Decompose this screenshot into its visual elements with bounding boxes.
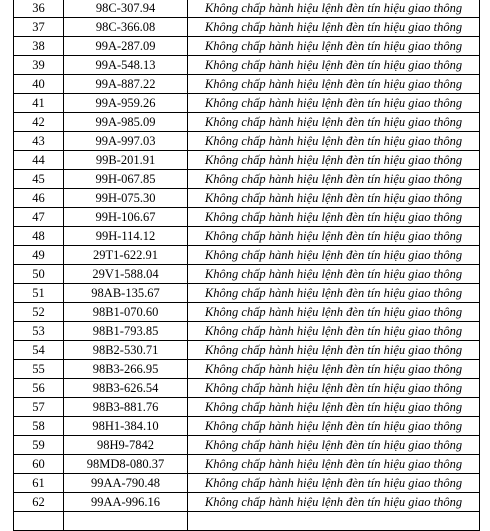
- table-row: [14, 398, 480, 417]
- violation-cell: Không chấp hành hiệu lệnh đèn tín hiệu giao thông: [188, 37, 480, 56]
- license-plate-cell: 99H-106.67: [64, 208, 188, 227]
- license-plate-cell: 29T1-622.91: [64, 246, 188, 265]
- row-number-cell: 61: [14, 474, 64, 493]
- license-plate-cell: 99H-067.85: [64, 170, 188, 189]
- license-plate-cell: 99AA-790.48: [64, 474, 188, 493]
- license-plate-cell: 99B-201.91: [64, 151, 188, 170]
- license-plate-cell: 29V1-588.04: [64, 265, 188, 284]
- table-row: [14, 265, 480, 284]
- violation-cell: Không chấp hành hiệu lệnh đèn tín hiệu giao thông: [188, 18, 480, 37]
- table-row: [14, 455, 480, 474]
- violation-cell: Không chấp hành hiệu lệnh đèn tín hiệu giao thông: [188, 398, 480, 417]
- violation-cell: Không chấp hành hiệu lệnh đèn tín hiệu giao thông: [188, 284, 480, 303]
- violation-cell: Không chấp hành hiệu lệnh đèn tín hiệu giao thông: [188, 113, 480, 132]
- table-row: [14, 341, 480, 360]
- table-row: [14, 189, 480, 208]
- table-row: [14, 284, 480, 303]
- license-plate-cell: 98B3-626.54: [64, 379, 188, 398]
- violation-cell: Không chấp hành hiệu lệnh đèn tín hiệu giao thông: [188, 436, 480, 455]
- table-row: [14, 322, 480, 341]
- row-number-cell: [14, 512, 64, 531]
- violation-cell: Không chấp hành hiệu lệnh đèn tín hiệu giao thông: [188, 94, 480, 113]
- table-row: [14, 436, 480, 455]
- license-plate-cell: 99H-114.12: [64, 227, 188, 246]
- row-number-cell: 40: [14, 75, 64, 94]
- table-row: [14, 208, 480, 227]
- row-number-cell: 50: [14, 265, 64, 284]
- violation-cell: Không chấp hành hiệu lệnh đèn tín hiệu giao thông: [188, 303, 480, 322]
- row-number-cell: 59: [14, 436, 64, 455]
- row-number-cell: 42: [14, 113, 64, 132]
- table-row: [14, 493, 480, 512]
- license-plate-cell: 99A-985.09: [64, 113, 188, 132]
- license-plate-cell: 98AB-135.67: [64, 284, 188, 303]
- violation-cell: Không chấp hành hiệu lệnh đèn tín hiệu giao thông: [188, 493, 480, 512]
- row-number-cell: 49: [14, 246, 64, 265]
- violation-cell: Không chấp hành hiệu lệnh đèn tín hiệu giao thông: [188, 322, 480, 341]
- violation-cell: Không chấp hành hiệu lệnh đèn tín hiệu giao thông: [188, 170, 480, 189]
- violation-cell: Không chấp hành hiệu lệnh đèn tín hiệu giao thông: [188, 189, 480, 208]
- row-number-cell: 46: [14, 189, 64, 208]
- table-row: [14, 379, 480, 398]
- table-row: [14, 75, 480, 94]
- violation-cell: Không chấp hành hiệu lệnh đèn tín hiệu giao thông: [188, 132, 480, 151]
- violation-cell: Không chấp hành hiệu lệnh đèn tín hiệu giao thông: [188, 379, 480, 398]
- row-number-cell: 60: [14, 455, 64, 474]
- license-plate-cell: 98H1-384.10: [64, 417, 188, 436]
- row-number-cell: 53: [14, 322, 64, 341]
- row-number-cell: 44: [14, 151, 64, 170]
- row-number-cell: 52: [14, 303, 64, 322]
- license-plate-cell: 99A-997.03: [64, 132, 188, 151]
- table-row: [14, 94, 480, 113]
- row-number-cell: 39: [14, 56, 64, 75]
- violation-cell: Không chấp hành hiệu lệnh đèn tín hiệu giao thông: [188, 208, 480, 227]
- table-row: [14, 474, 480, 493]
- row-number-cell: 47: [14, 208, 64, 227]
- license-plate-cell: 99A-959.26: [64, 94, 188, 113]
- violation-cell: Không chấp hành hiệu lệnh đèn tín hiệu giao thông: [188, 0, 480, 18]
- row-number-cell: 51: [14, 284, 64, 303]
- license-plate-cell: 99A-887.22: [64, 75, 188, 94]
- violation-cell: Không chấp hành hiệu lệnh đèn tín hiệu giao thông: [188, 246, 480, 265]
- table-row: [14, 56, 480, 75]
- table-row: [14, 132, 480, 151]
- table-row: [14, 18, 480, 37]
- row-number-cell: 38: [14, 37, 64, 56]
- table-row: [14, 0, 480, 18]
- violations-table-body: [14, 0, 480, 531]
- violation-cell: Không chấp hành hiệu lệnh đèn tín hiệu giao thông: [188, 75, 480, 94]
- table-row: [14, 512, 480, 531]
- violations-table: [13, 0, 480, 531]
- license-plate-cell: [64, 512, 188, 531]
- violation-cell: Không chấp hành hiệu lệnh đèn tín hiệu giao thông: [188, 455, 480, 474]
- license-plate-cell: 98B1-070.60: [64, 303, 188, 322]
- license-plate-cell: 98B1-793.85: [64, 322, 188, 341]
- violation-cell: Không chấp hành hiệu lệnh đèn tín hiệu giao thông: [188, 341, 480, 360]
- row-number-cell: 55: [14, 360, 64, 379]
- license-plate-cell: 98H9-7842: [64, 436, 188, 455]
- license-plate-cell: 98C-307.94: [64, 0, 188, 18]
- table-row: [14, 303, 480, 322]
- table-row: [14, 170, 480, 189]
- license-plate-cell: 98B2-530.71: [64, 341, 188, 360]
- violation-cell: Không chấp hành hiệu lệnh đèn tín hiệu giao thông: [188, 151, 480, 170]
- row-number-cell: 36: [14, 0, 64, 18]
- license-plate-cell: 98C-366.08: [64, 18, 188, 37]
- table-row: [14, 37, 480, 56]
- row-number-cell: 43: [14, 132, 64, 151]
- table-row: [14, 246, 480, 265]
- license-plate-cell: 99AA-996.16: [64, 493, 188, 512]
- table-row: [14, 227, 480, 246]
- violation-cell: Không chấp hành hiệu lệnh đèn tín hiệu giao thông: [188, 227, 480, 246]
- row-number-cell: 45: [14, 170, 64, 189]
- license-plate-cell: 99A-287.09: [64, 37, 188, 56]
- violation-cell: Không chấp hành hiệu lệnh đèn tín hiệu giao thông: [188, 56, 480, 75]
- table-row: [14, 360, 480, 379]
- violation-cell: [188, 512, 480, 531]
- table-row: [14, 113, 480, 132]
- license-plate-cell: 98MD8-080.37: [64, 455, 188, 474]
- violation-cell: Không chấp hành hiệu lệnh đèn tín hiệu giao thông: [188, 360, 480, 379]
- row-number-cell: 48: [14, 227, 64, 246]
- license-plate-cell: 99A-548.13: [64, 56, 188, 75]
- violation-cell: Không chấp hành hiệu lệnh đèn tín hiệu giao thông: [188, 417, 480, 436]
- row-number-cell: 62: [14, 493, 64, 512]
- row-number-cell: 37: [14, 18, 64, 37]
- license-plate-cell: 98B3-881.76: [64, 398, 188, 417]
- row-number-cell: 57: [14, 398, 64, 417]
- table-row: [14, 151, 480, 170]
- license-plate-cell: 99H-075.30: [64, 189, 188, 208]
- row-number-cell: 41: [14, 94, 64, 113]
- row-number-cell: 54: [14, 341, 64, 360]
- license-plate-cell: 98B3-266.95: [64, 360, 188, 379]
- row-number-cell: 56: [14, 379, 64, 398]
- violation-cell: Không chấp hành hiệu lệnh đèn tín hiệu giao thông: [188, 265, 480, 284]
- violation-cell: Không chấp hành hiệu lệnh đèn tín hiệu giao thông: [188, 474, 480, 493]
- row-number-cell: 58: [14, 417, 64, 436]
- table-row: [14, 417, 480, 436]
